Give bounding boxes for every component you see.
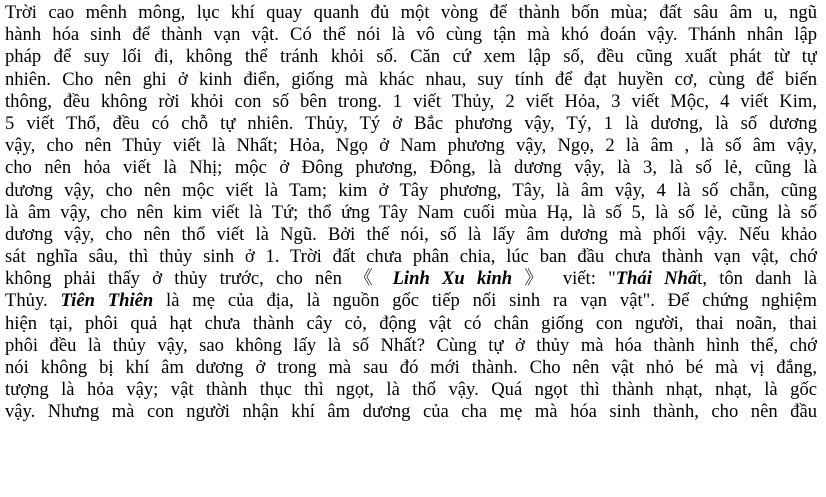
text-segment: không phải thấy ở thủy trước, cho nên 《 bbox=[5, 268, 381, 290]
text-line: nói không bị khí âm dương ở trong mà sau đó mới thành. Cho nên vật nhỏ bé mà vị đắng, bbox=[5, 357, 817, 378]
text-line: thông, đều không rời khỏi con số bên trong. 1 viết Thủy, 2 viết Hỏa, 3 viết Mộc, 4 viết Kim, bbox=[5, 90, 817, 112]
text-line: pháp để suy lối đi, không thể tránh khỏi số. Căn cứ xem lập số, đều cũng xuất phát từ tự bbox=[5, 46, 817, 68]
text-segment: 》 viết: " bbox=[524, 268, 616, 290]
text-line: phôi đều là thủy vậy, sao không lấy là số Nhất? Cùng tự ở thủy mà hóa thành hình thể, chớ bbox=[5, 334, 817, 356]
document-page bbox=[5, 2, 817, 424]
text-line: hiện tại, phôi quả hạt chưa thành cây cỏ, động vật có chân giống con người, thai noãn, thai bbox=[5, 312, 817, 334]
text-line-with-emphasis bbox=[5, 290, 817, 312]
text-line: tượng là hỏa vậy; vật thành thục thì ngọt, là thổ vậy. Quá ngọt thì thành nhạt, nhạt, là gốc bbox=[5, 379, 817, 401]
quoted-name: Thái Nhấ bbox=[615, 268, 698, 290]
text-line: sát nghĩa sâu, thì thủy sinh ở 1. Trời đất chưa phân chia, lúc ban đầu chưa thành vạn vật, chớ bbox=[5, 246, 817, 268]
book-title: Linh Xu kinh bbox=[392, 268, 513, 290]
text-line: là âm vậy, cho nên kim viết là Tứ; thổ ứng Tây Nam cuối mùa Hạ, là số 5, là số lẻ, cũng là số bbox=[5, 201, 817, 223]
text-line: vậy, cho nên Thủy viết là Nhất; Hỏa, Ngọ ở Nam phương vậy, Ngọ, 2 là âm , là số âm vậy, bbox=[5, 135, 817, 157]
text-line: cho nên hỏa viết là Nhị; mộc ở Đông phương, Đông, là dương vậy, là 3, là số lẻ, cũng là bbox=[5, 157, 817, 179]
text-line: dương vậy, cho nên mộc viết là Tam; kim ở Tây phương, Tây, là âm vậy, 4 là số chẵn, cũng bbox=[5, 179, 817, 201]
emphasis-term: Tiên Thiên bbox=[60, 290, 154, 312]
text-line: hành hóa sinh để thành vạn vật. Có thể nói là vô cùng tận mà khó đoán vậy. Thánh nhân lập bbox=[5, 24, 817, 46]
text-line: Trời cao mênh mông, lục khí quay quanh đủ một vòng để thành bốn mùa; đất sâu âm u, ngũ bbox=[5, 2, 817, 23]
text-segment: Thủy. bbox=[5, 290, 61, 312]
text-line: nhiên. Cho nên ghi ở kinh điển, giống mà khác nhau, suy tính để đạt huyền cơ, cùng để biến bbox=[5, 68, 817, 90]
text-segment: là mẹ của địa, là nguồn gốc tiếp nối sinh ra vạn vật". Để chứng nghiệm bbox=[153, 290, 817, 312]
text-line: 5 viết Thổ, đều có chỗ tự nhiên. Thủy, Tý ở Bắc phương vậy, Tý, 1 là dương, là số dương bbox=[5, 112, 817, 134]
text-line: dương vậy, cho nên thổ viết là Ngũ. Bởi thế nói, số là lấy âm dương mà phối vậy. Nếu khảo bbox=[5, 223, 817, 245]
text-segment: t, tôn danh là bbox=[697, 268, 817, 290]
text-line-with-citation bbox=[5, 268, 817, 290]
text-line: vậy. Nhưng mà con người nhận khí âm dương của cha mẹ mà hóa sinh thành, cho nên đầu bbox=[5, 401, 817, 423]
